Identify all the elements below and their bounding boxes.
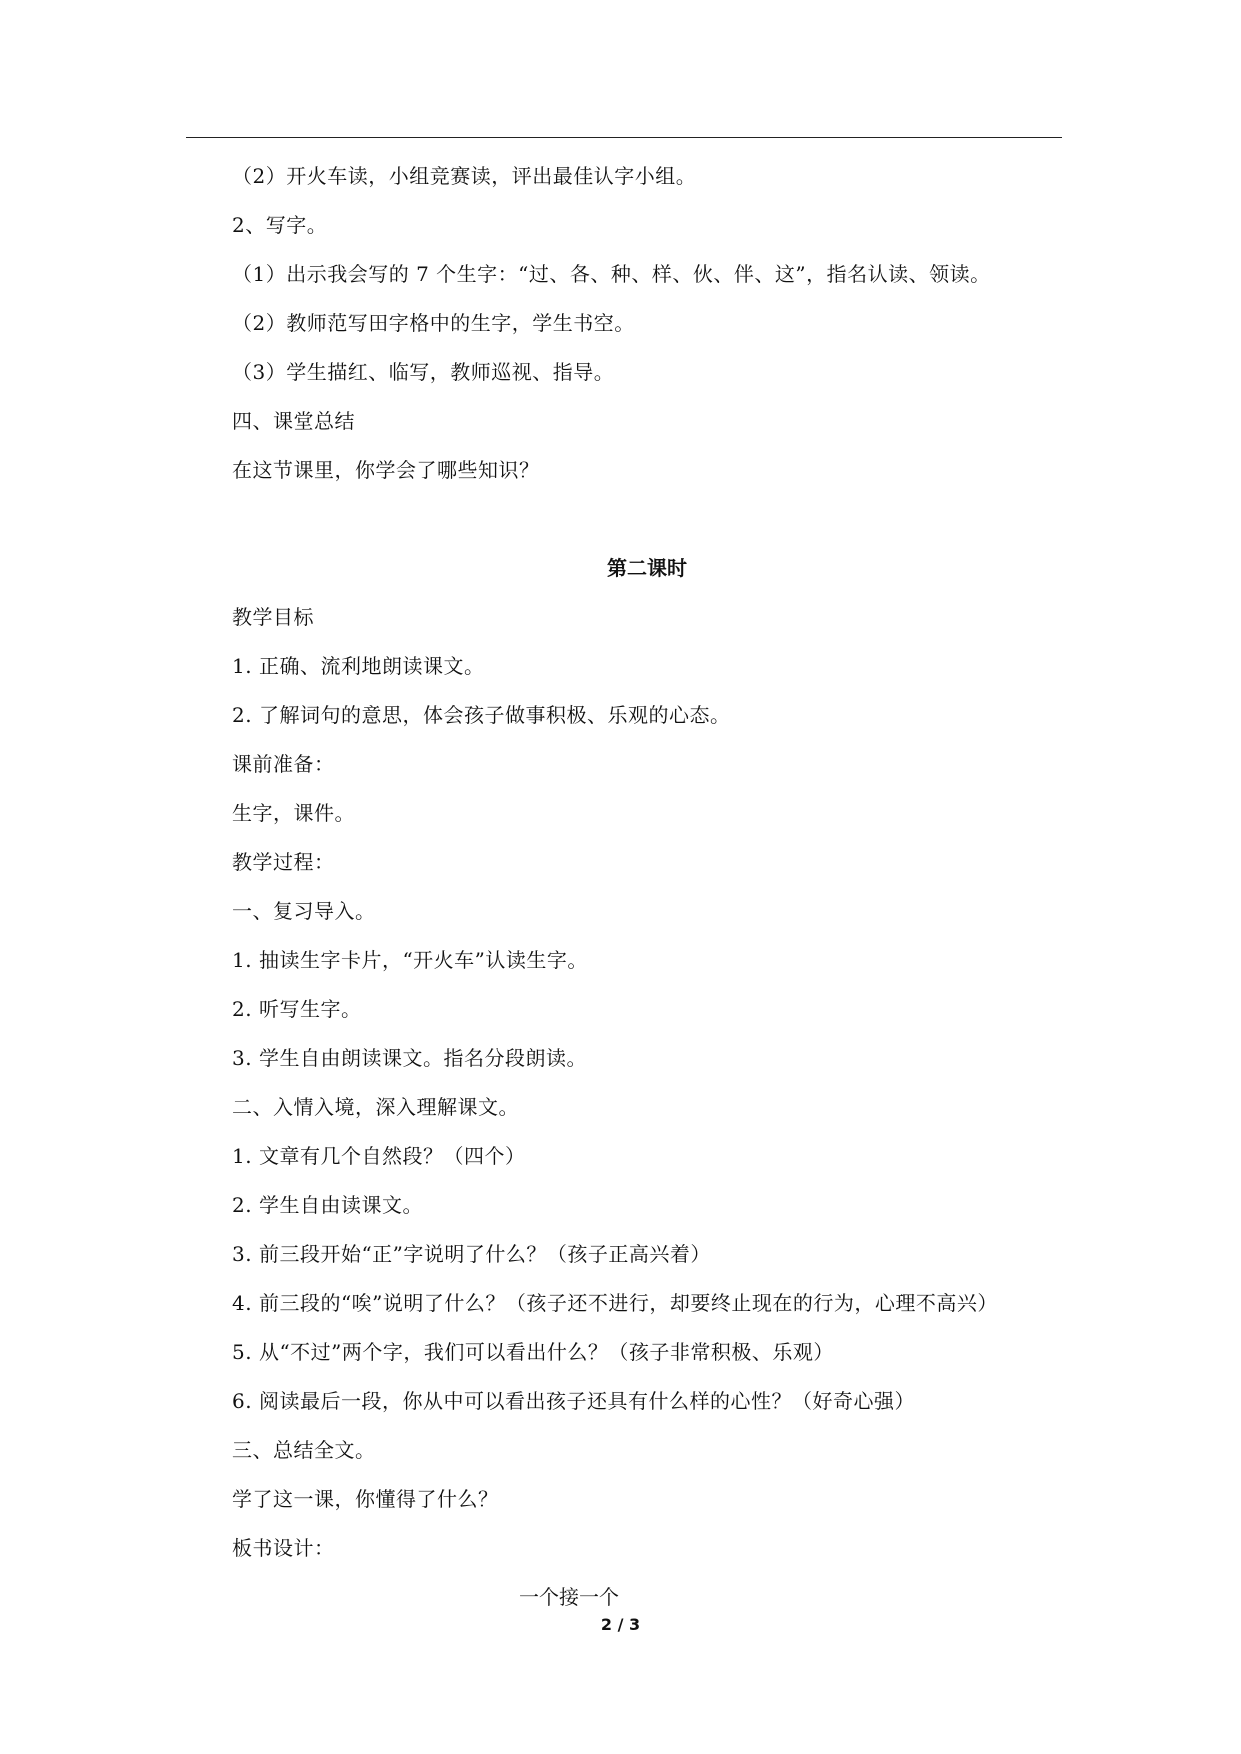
text-line: 2. 学生自由读课文。 (232, 1193, 423, 1217)
header-rule (186, 137, 1062, 138)
text-line: 2. 了解词句的意思，体会孩子做事积极、乐观的心态。 (232, 703, 731, 727)
section-title: 第二课时 (607, 556, 687, 580)
text-line: （2）教师范写田字格中的生字，学生书空。 (232, 311, 635, 335)
text-line: 2. 听写生字。 (232, 997, 362, 1021)
text-line: 5. 从“不过”两个字，我们可以看出什么？（孩子非常积极、乐观） (232, 1340, 834, 1364)
text-line: 1. 正确、流利地朗读课文。 (232, 654, 485, 678)
text-line: 6. 阅读最后一段，你从中可以看出孩子还具有什么样的心性？（好奇心强） (232, 1389, 915, 1413)
text-line: 一、复习导入。 (232, 899, 376, 923)
text-line: （2）开火车读，小组竞赛读，评出最佳认字小组。 (232, 164, 697, 188)
text-line: 二、入情入境，深入理解课文。 (232, 1095, 519, 1119)
text-line: 3. 前三段开始“正”字说明了什么？（孩子正高兴着） (232, 1242, 711, 1266)
board-design-title: 一个接一个 (519, 1585, 619, 1609)
text-line: 三、总结全文。 (232, 1438, 376, 1462)
text-line: 学了这一课，你懂得了什么？ (232, 1487, 499, 1511)
text-line: 4. 前三段的“唉”说明了什么？（孩子还不进行，却要终止现在的行为，心理不高兴） (232, 1291, 998, 1315)
text-line: 板书设计： (232, 1536, 335, 1560)
page-number: 2 / 3 (600, 1615, 641, 1634)
text-line: 2、写字。 (232, 213, 328, 237)
text-line: 四、课堂总结 (232, 409, 355, 433)
text-line: 3. 学生自由朗读课文。指名分段朗读。 (232, 1046, 587, 1070)
text-line: （1）出示我会写的 7 个生字：“过、各、种、样、伙、伴、这”，指名认读、领读。 (232, 262, 991, 286)
text-line: 1. 抽读生字卡片，“开火车”认读生字。 (232, 948, 588, 972)
text-line: 教学目标 (232, 605, 314, 629)
text-line: 1. 文章有几个自然段？（四个） (232, 1144, 526, 1168)
text-line: 生字，课件。 (232, 801, 355, 825)
text-line: 在这节课里，你学会了哪些知识？ (232, 458, 540, 482)
text-line: 教学过程： (232, 850, 335, 874)
text-line: （3）学生描红、临写，教师巡视、指导。 (232, 360, 615, 384)
text-line: 课前准备： (232, 752, 335, 776)
